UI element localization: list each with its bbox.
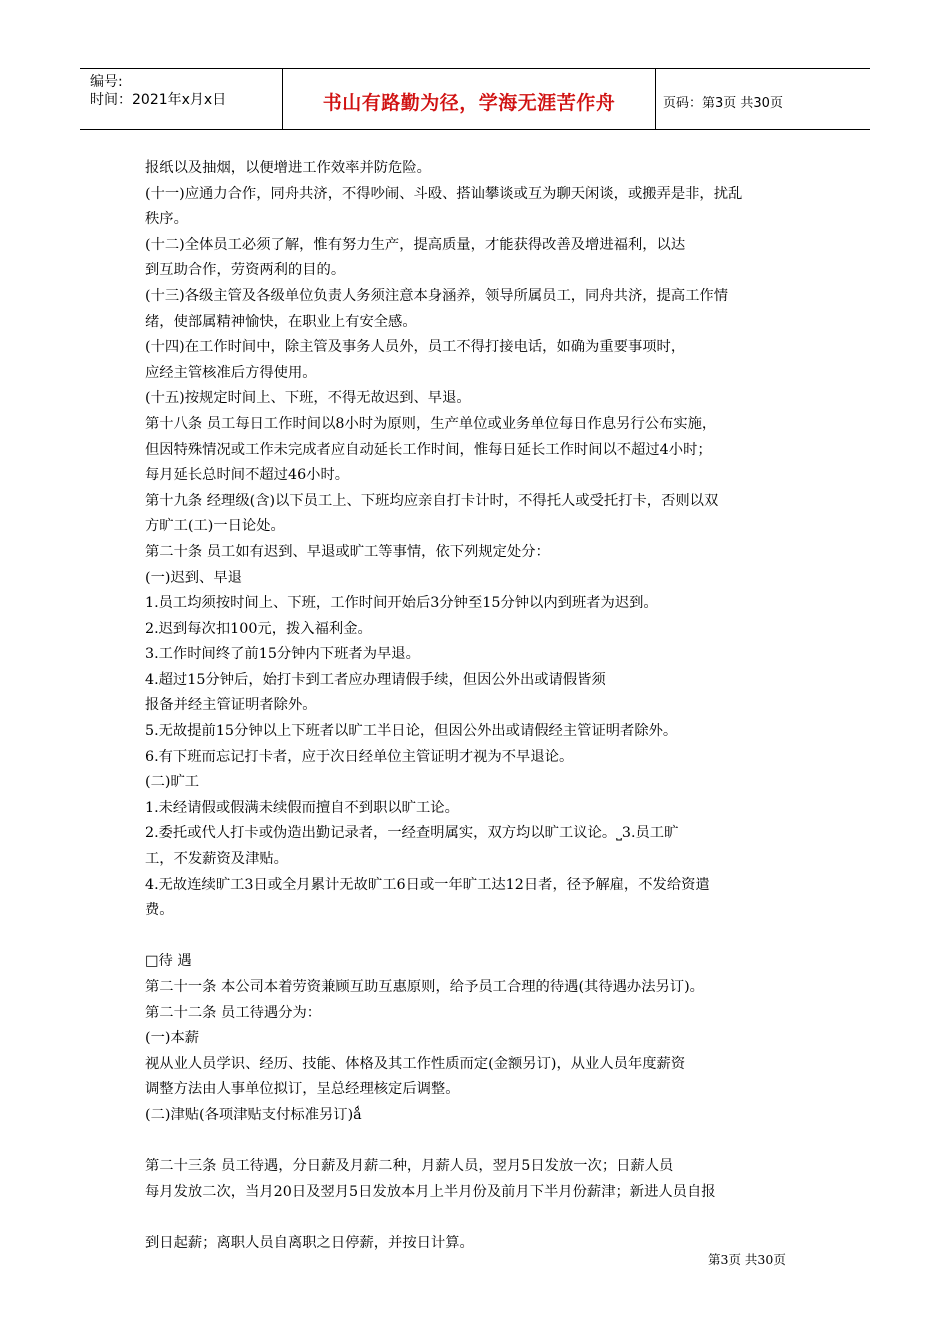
body-line: 报纸以及抽烟，以便增进工作效率并防危险。 — [145, 160, 431, 176]
body-line: 每月延长总时间不超过46小时。 — [145, 467, 350, 484]
body-line: (二)旷工 — [145, 774, 200, 791]
document-code-label: 编号: — [90, 74, 123, 90]
page-header — [80, 68, 870, 130]
body-line: 6.有下班而忘记打卡者，应于次日经单位主管证明才视为不早退论。 — [145, 748, 574, 765]
body-line: (十一)应通力合作，同舟共济，不得吵闹、斗殴、搭讪攀谈或互为聊天闲谈，或搬弄是非，扰乱 — [145, 185, 743, 202]
document-date-label: 时间：2021年x月x日 — [90, 92, 227, 108]
body-line: 视从业人员学识、经历、技能、体格及其工作性质而定(金额另订)，从业人员年度薪资 — [145, 1055, 686, 1072]
body-line: 2.迟到每次扣100元，拨入福利金。 — [145, 620, 372, 637]
body-line: 但因特殊情况或工作未完成者应自动延长工作时间，惟每日延长工作时间以不超过4小时； — [145, 441, 712, 458]
body-line: □待 遇 — [145, 953, 192, 970]
body-line: (十五)按规定时间上、下班，不得无故迟到、早退。 — [145, 390, 471, 407]
header-page-number: 页码：第3页 共30页 — [663, 96, 783, 111]
body-line: 调整方法由人事单位拟订，呈总经理核定后调整。 — [145, 1081, 460, 1098]
header-left-cell — [80, 69, 282, 129]
body-line: 到日起薪；离职人员自离职之日停薪，并按日计算。 — [145, 1234, 474, 1251]
body-line: 1.员工均须按时间上、下班，工作时间开始后3分钟至15分钟以内到班者为迟到。 — [145, 595, 658, 612]
body-line: 5.无故提前15分钟以上下班者以旷工半日论，但因公外出或请假经主管证明者除外。 — [145, 723, 678, 740]
body-line: 第二十三条 员工待遇，分日薪及月薪二种，月薪人员，翌月5日发放一次；日薪人员 — [145, 1158, 674, 1175]
body-line: 4.超过15分钟后，始打卡到工者应办理请假手续，但因公外出或请假皆须 — [145, 671, 606, 688]
body-line: (十三)各级主管及各级单位负责人务须注意本身涵养，领导所属员工，同舟共济，提高工作情 — [145, 287, 729, 304]
header-page-cell — [655, 69, 870, 129]
body-line: 第十九条 经理级(含)以下员工上、下班均应亲自打卡计时，不得托人或受托打卡，否则以双 — [145, 492, 719, 509]
body-line: 每月发放二次，当月20日及翌月5日发放本月上半月份及前月下半月份薪津；新进人员自报 — [145, 1183, 716, 1200]
body-line: 1.未经请假或假满未续假而擅自不到职以旷工论。 — [145, 799, 459, 816]
body-line: 第二十条 员工如有迟到、早退或旷工等事情，依下列规定处分： — [145, 543, 550, 560]
body-line: 绪，使部属精神愉快，在职业上有安全感。 — [145, 313, 417, 330]
body-line: 4.无故连续旷工3日或全月累计无故旷工6日或一年旷工达12日者，径予解雇，不发给资遣 — [145, 876, 710, 893]
body-line: 2.委托或代人打卡或伪造出勤记录者，一经查明属实，双方均以旷工议论。⎵3.员工旷 — [145, 825, 679, 842]
body-line: 工，不发薪资及津贴。 — [145, 851, 288, 868]
paragraph-gap — [145, 924, 815, 950]
body-line: 第二十二条 员工待遇分为： — [145, 1004, 322, 1021]
body-line: 秩序。 — [145, 211, 188, 228]
paragraph-gap — [145, 1129, 815, 1155]
body-line: 应经主管核准后方得使用。 — [145, 364, 317, 381]
body-line: (十二)全体员工必须了解，惟有努力生产，提高质量，才能获得改善及增进福利，以达 — [145, 236, 686, 253]
body-line: 费。 — [145, 902, 174, 919]
body-line: (一)本薪 — [145, 1030, 200, 1047]
body-line: 第二十一条 本公司本着劳资兼顾互助互惠原则，给予员工合理的待遇(其待遇办法另订)。 — [145, 979, 704, 995]
body-line: 到互助合作，劳资两利的目的。 — [145, 262, 346, 279]
paragraph-gap — [145, 1205, 815, 1231]
header-motto: 书山有路勤为径，学海无涯苦作舟 — [322, 92, 616, 114]
body-line: 第十八条 员工每日工作时间以8小时为原则，生产单位或业务单位每日作息另行公布实施， — [145, 415, 717, 432]
header-motto-cell — [282, 69, 656, 129]
body-line: 方旷工(工)一日论处。 — [145, 518, 285, 535]
document-body — [145, 156, 815, 1257]
body-line: 报备并经主管证明者除外。 — [145, 697, 317, 714]
page-footer: 第3页 共30页 — [708, 1252, 786, 1267]
body-line: 3.工作时间终了前15分钟内下班者为早退。 — [145, 646, 420, 663]
body-line: (二)津贴(各项津贴支付标准另订)ǻ — [145, 1106, 362, 1123]
body-line: (十四)在工作时间中，除主管及事务人员外，员工不得打接电话，如确为重要事项时， — [145, 339, 686, 356]
body-line: (一)迟到、早退 — [145, 569, 242, 586]
